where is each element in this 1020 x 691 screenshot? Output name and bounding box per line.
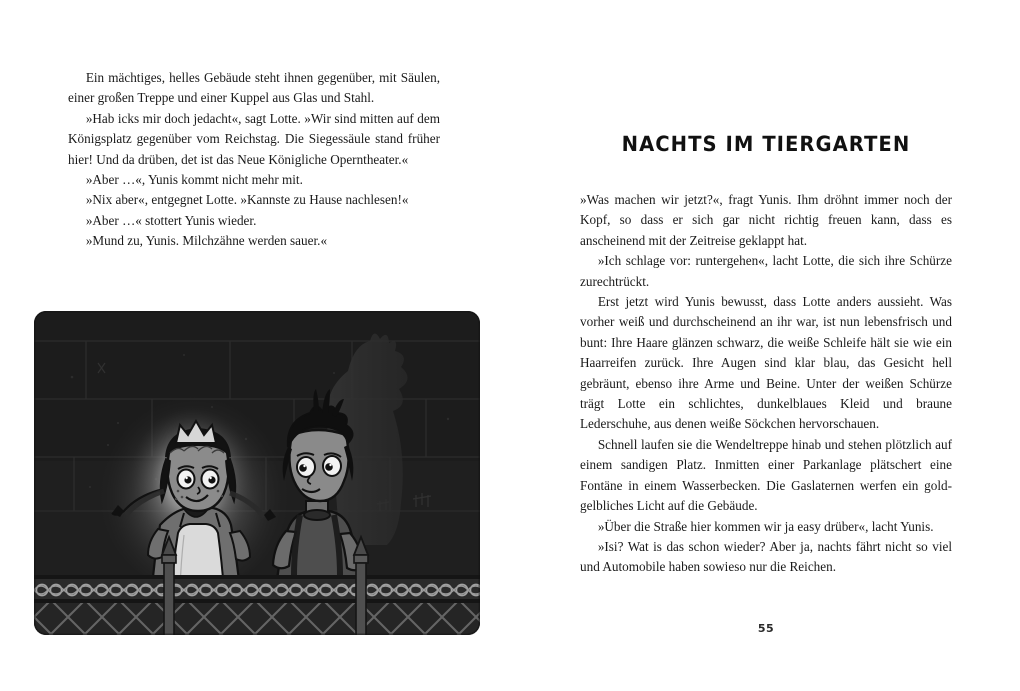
railing-upper	[34, 575, 480, 604]
paragraph: »Aber …«, Yunis kommt nicht mehr mit.	[85, 172, 303, 188]
verso-text-column	[68, 68, 440, 252]
paragraph: »Aber …« stottert Yunis wieder.	[85, 212, 257, 228]
paragraph: »Mund zu, Yunis. Milchzähne werden sauer.«	[85, 233, 328, 249]
recto-page	[510, 0, 1020, 691]
paragraph: »Ich schlage vor: runtergehen«, lacht Lotte, die sich ihre Schürze zurechtrückt.	[580, 253, 952, 289]
chapter-illustration	[34, 311, 480, 635]
paragraph: »Nix aber«, entgegnet Lotte. »Kannste zu Hause nachlesen!«	[85, 192, 409, 208]
illustration-artwork	[34, 311, 480, 635]
paragraph: »Isi? Wat is das schon wieder? Aber ja, nachts fährt nicht so viel und Automobile haben sowieso nur die Reichen.	[580, 538, 952, 575]
paragraph: Erst jetzt wird Yunis bewusst, dass Lotte anders aussieht. Was vorher weiß und durchscheinend an ihr war, ist nun lebensfrisch und bunt: Ihre Haare glänzen schwarz, die weiße Schleife hält sie wie ein Haarreifen zurück. Ihre Augen sind klar blau, das Gesicht hell gebräunt, ebenso ihre Arme und Beine. Unter der weißen Schürze trägt Lotte ein schlichtes, dunkelblaues Kleid und braune Lederschuhe, aus denen weiße Söckchen hervorschauen.	[580, 294, 952, 432]
chapter-title: NACHTS IM TIERGARTEN	[621, 132, 911, 157]
paragraph: Ein mächtiges, helles Gebäude steht ihnen gegenüber, mit Säulen, einer großen Treppe und einer Kuppel aus Glas und Stahl.	[68, 70, 440, 106]
railing-lattice	[34, 603, 480, 635]
paragraph: Schnell laufen sie die Wendeltreppe hinab und stehen plötzlich auf einem sandigen Platz. Inmitten einer Parkanlage plätschert eine Fontäne in einem Wasserbecken. Die Gaslaternen werfen ein gold-gelbliches Licht auf die Gebäude.	[580, 436, 952, 514]
paragraph: »Hab icks mir doch jedacht«, sagt Lotte. »Wir sind mitten auf dem Königsplatz gegenüber vom Reichstag. Die Siegessäule stand früher hier! Und da drüben, det ist das Neue Königliche Operntheater.«	[68, 110, 440, 167]
paragraph: »Was machen wir jetzt?«, fragt Yunis. Ihm dröhnt immer noch der Kopf, so dass er sich gar nicht richtig freuen kann, dass es anscheinend mit der Zeitreise geklappt hat.	[580, 192, 952, 248]
page-number: 55	[757, 622, 775, 635]
paragraph: »Über die Straße hier kommen wir ja easy drüber«, lacht Yunis.	[597, 518, 934, 534]
recto-text-column	[580, 190, 952, 578]
